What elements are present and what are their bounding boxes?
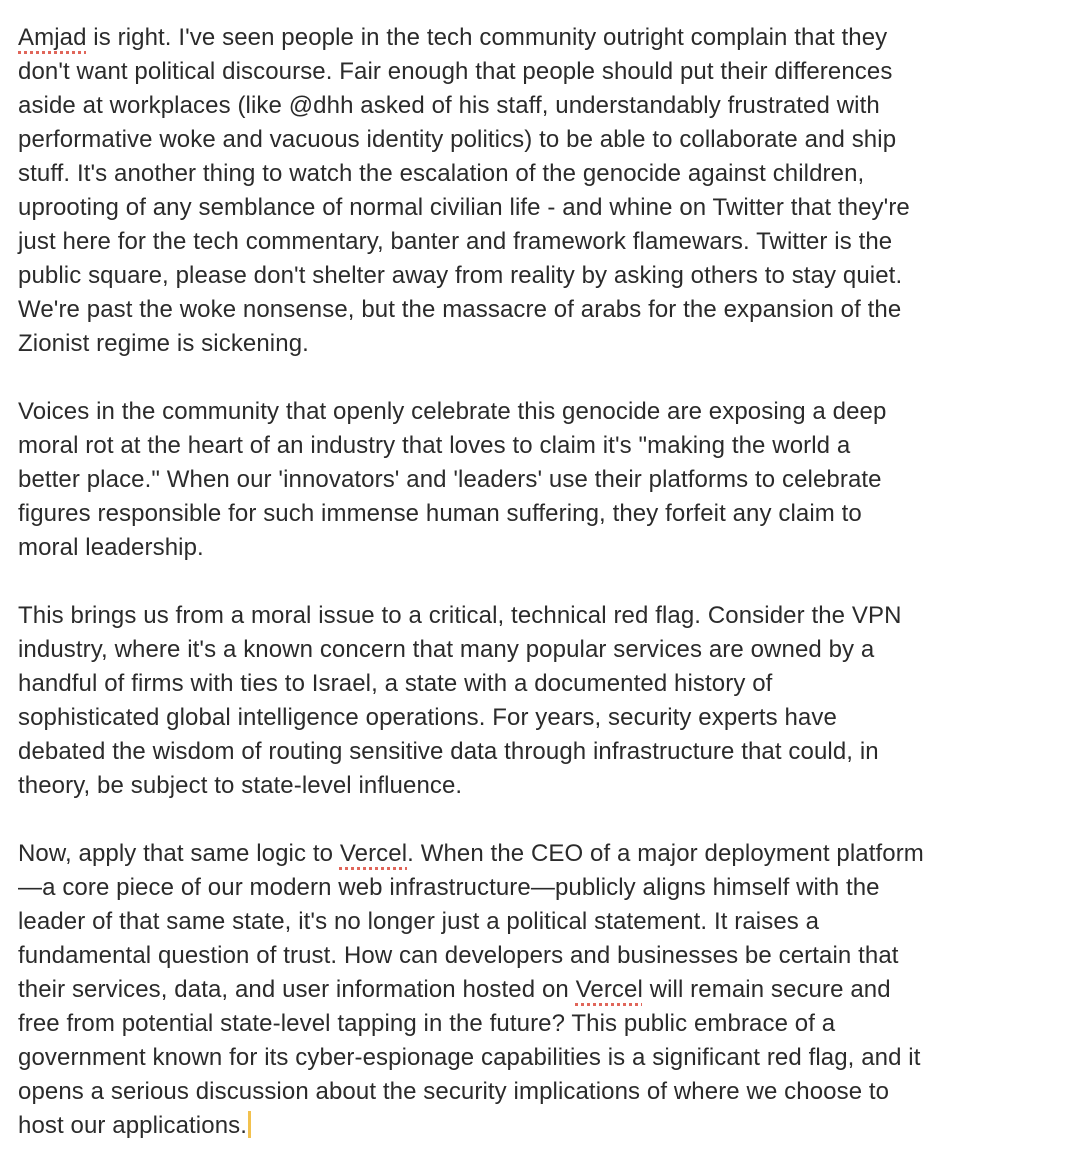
text-line: Now, apply that same logic to Vercel. When the CEO of a major deployment platform: [18, 840, 924, 867]
text-line: fundamental question of trust. How can developers and businesses be certain that: [18, 942, 899, 969]
text-line: Voices in the community that openly celebrate this genocide are exposing a deep: [18, 398, 887, 425]
paragraph-3: [18, 599, 1068, 803]
text-line: opens a serious discussion about the security implications of where we choose to: [18, 1078, 890, 1105]
text-line: We're past the woke nonsense, but the massacre of arabs for the expansion of the: [18, 296, 902, 323]
text-line: debated the wisdom of routing sensitive data through infrastructure that could, in: [18, 738, 879, 765]
paragraph-1: [18, 21, 1068, 361]
text-line: better place." When our 'innovators' and 'leaders' use their platforms to celebrate: [18, 466, 882, 493]
text-line: handful of firms with ties to Israel, a state with a documented history of: [18, 670, 773, 697]
text-line: Zionist regime is sickening.: [18, 330, 309, 357]
text-line: theory, be subject to state-level influence.: [18, 772, 463, 799]
paragraph-2: [18, 395, 1068, 565]
text-line: their services, data, and user information hosted on Vercel will remain secure and: [18, 976, 891, 1003]
text-line: moral leadership.: [18, 534, 204, 561]
text-line: This brings us from a moral issue to a critical, technical red flag. Consider the VPN: [18, 602, 902, 629]
misspelled-word[interactable]: Vercel: [339, 840, 408, 867]
text-line: figures responsible for such immense human suffering, they forfeit any claim to: [18, 500, 862, 527]
text-line: stuff. It's another thing to watch the escalation of the genocide against children,: [18, 160, 865, 187]
misspelled-word[interactable]: Amjad: [18, 24, 87, 51]
text-line: performative woke and vacuous identity politics) to be able to collaborate and ship: [18, 126, 897, 153]
text-line: sophisticated global intelligence operations. For years, security experts have: [18, 704, 837, 731]
text-line: free from potential state-level tapping in the future? This public embrace of a: [18, 1010, 836, 1037]
paragraph-4: [18, 837, 1068, 1143]
text-line: aside at workplaces (like @dhh asked of his staff, understandably frustrated with: [18, 92, 880, 119]
text-line: host our applications.: [18, 1109, 1068, 1143]
text-line: public square, please don't shelter away from reality by asking others to stay quiet.: [18, 262, 903, 289]
text-line: don't want political discourse. Fair enough that people should put their differences: [18, 58, 893, 85]
text-line: leader of that same state, it's no longer just a political statement. It raises a: [18, 908, 820, 935]
text-editor-body[interactable]: [18, 21, 1068, 1143]
text-line: Amjad is right. I've seen people in the tech community outright complain that they: [18, 24, 888, 51]
text-line: industry, where it's a known concern that many popular services are owned by a: [18, 636, 875, 663]
text-cursor-caret: [248, 1111, 251, 1138]
text-line: uprooting of any semblance of normal civilian life - and whine on Twitter that they're: [18, 194, 910, 221]
text-line: —a core piece of our modern web infrastructure—publicly aligns himself with the: [18, 874, 880, 901]
misspelled-word[interactable]: Vercel: [575, 976, 643, 1003]
text-line: moral rot at the heart of an industry that loves to claim it's "making the world a: [18, 432, 851, 459]
text-line: government known for its cyber-espionage capabilities is a significant red flag, and it: [18, 1044, 921, 1071]
text-line: just here for the tech commentary, banter and framework flamewars. Twitter is the: [18, 228, 893, 255]
